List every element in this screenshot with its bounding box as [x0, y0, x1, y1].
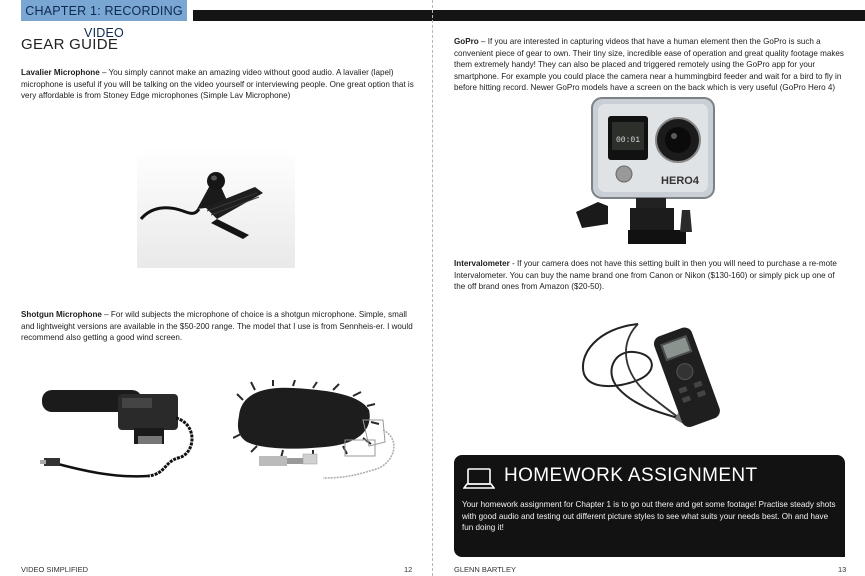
intervalometer-paragraph [454, 258, 846, 293]
right-footer-title: GLENN BARTLEY [454, 565, 516, 574]
chapter-header-bar [193, 10, 865, 21]
homework-title: HOMEWORK ASSIGNMENT [504, 465, 758, 486]
lavalier-label: Lavalier Microphone [21, 68, 100, 77]
right-page-number: 13 [838, 565, 847, 574]
left-footer-title: VIDEO SIMPLIFIED [21, 565, 89, 574]
shotgun-paragraph [21, 309, 416, 344]
lavalier-microphone-photo [137, 147, 295, 268]
homework-assignment-box [454, 455, 845, 557]
gopro-screen-readout: 00:01 [615, 136, 641, 145]
intervalometer-text: - If your camera does not have this setting built in then you will need to purchase a re-mote Intervalometer. You can buy the name brand one from Canon or Nikon ($130-160) or simply pick up one of the off brand ones from Amazon ($20-50). [454, 259, 837, 292]
gopro-label: GoPro [454, 37, 479, 46]
intervalometer-photo [578, 314, 743, 438]
lavalier-paragraph [21, 67, 416, 102]
gopro-text: – If you are interested in capturing videos that have a human element then the GoPro is such a convenient piece of gear to own. Their tiny size, incredible ease of operation and great quality footage makes them extremely handy! They can also be placed and triggered remotely using the GoPro app for your smartphone. For example you could place the camera near a hummingbird feeder and wait for a bird to fly in before hitting record. Newer GoPro models have a screen on the back which is very useful (GoPro Hero 4) [454, 37, 844, 93]
gopro-paragraph [454, 36, 846, 94]
shotgun-label: Shotgun Microphone [21, 310, 102, 319]
laptop-icon [463, 466, 495, 492]
lavalier-text: – You simply cannot make an amazing video without good audio. A lavalier (lapel) microphone is useful if you will be talking on the video yourself or interviewing people. One great option that is very affordable is from Stoney Edge microphones (Simple Lav Microphone) [21, 68, 414, 101]
page-spread-divider [432, 0, 433, 576]
wind-screen-photo [233, 380, 403, 488]
gopro-camera-photo [568, 94, 728, 250]
homework-text: Your homework assignment for Chapter 1 is to go out there and get some footage! Practise steady shots with good audio and testing out different picture styles to see what suits your needs best. Oh and have fun doing it! [462, 500, 836, 533]
left-page-number: 12 [404, 565, 413, 574]
shotgun-text: – For wild subjects the microphone of choice is a shotgun microphone. Simple, small and lightweight versions are available in the $50-200 range. The model that I use is from Sennheis-er. I would recommend also getting a good wind screen. [21, 310, 413, 343]
gopro-brand-mark: HERO4 [661, 175, 699, 187]
shotgun-microphone-photo [38, 384, 198, 482]
gear-guide-heading: GEAR GUIDE [21, 36, 119, 53]
intervalometer-label: Intervalometer [454, 259, 510, 268]
chapter-tab: CHAPTER 1: RECORDING VIDEO [21, 0, 187, 21]
